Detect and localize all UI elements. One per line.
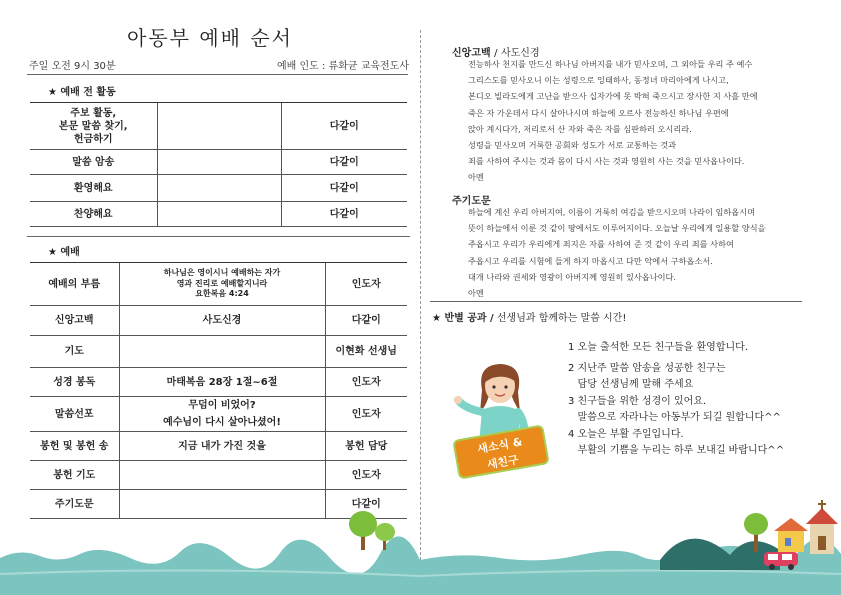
lords-prayer-text [468, 204, 766, 301]
church-scene-illustration [660, 500, 841, 580]
announcement-line: 4 오늘은 부활 주일입니다. [568, 428, 684, 440]
creed-line: 죄를 사하여 주시는 것과 몸이 다시 사는 것과 영원히 사는 것을 믿사옵나이다. [468, 156, 745, 167]
lesson-divider [430, 301, 802, 302]
order-detail [119, 490, 325, 519]
table-row [30, 175, 407, 202]
worship-leader: 예배 인도 : 류화균 교육전도사 [276, 61, 409, 72]
class-lesson-heading [432, 309, 626, 324]
table-row [30, 336, 407, 368]
order-detail: 마태복음 28장 1절~6절 [119, 368, 325, 397]
announcement-line: 2 지난주 말씀 암송을 성공한 친구는 [568, 362, 726, 374]
announcement-line: 말씀으로 자라나는 아동부가 되길 원합니다^^ [568, 412, 781, 423]
activity-name: 환영해요 [30, 175, 157, 202]
activity-name: 주보 활동, 본문 말씀 찾기, 헌금하기 [30, 103, 157, 150]
creed-line: 본디오 빌라도에게 고난을 받으사 십자가에 못 박혀 죽으시고 장사한 지 사흘 만에 [468, 91, 758, 102]
order-name: 주기도문 [30, 490, 119, 519]
table-row [30, 263, 407, 306]
service-time: 주일 오전 9시 30분 [29, 61, 116, 72]
activity-name: 말씀 암송 [30, 150, 157, 175]
activity-name: 찬양해요 [30, 202, 157, 227]
order-detail: 하나님은 영이시니 예배하는 자가 영과 진리로 예배할지니라 요한복음 4:24 [119, 263, 325, 306]
table-row [30, 368, 407, 397]
prayer-line: 주옵시고 우리가 우리에게 죄지은 자를 사하여 준 것 같이 우리 죄를 사하여 [468, 239, 734, 250]
order-detail: 사도신경 [119, 306, 325, 336]
creed-line: 전능하사 천지를 만드신 하나님 아버지를 내가 믿사오며, 그 외아들 우리 주 예수 [468, 59, 753, 69]
order-detail: 무덤이 비었어? 예수님이 다시 살아나셨어! [119, 397, 325, 432]
order-name: 봉헌 및 봉헌 송 [30, 432, 119, 461]
table-row [30, 461, 407, 490]
worship-label: ★ 예배 [48, 247, 80, 258]
order-who: 봉헌 담당 [325, 432, 407, 461]
section-divider [27, 236, 410, 237]
page-fold-divider [420, 30, 421, 560]
order-detail [119, 336, 325, 368]
order-who: 인도자 [325, 263, 407, 306]
table-row [30, 202, 407, 227]
order-who: 다같이 [325, 490, 407, 519]
activity-detail [157, 202, 281, 227]
news-badge: 새소식 & 새친구 [452, 424, 550, 479]
page-title: 아동부 예배 순서 [127, 26, 293, 50]
order-name: 신앙고백 [30, 306, 119, 336]
order-name: 말씀선포 [30, 397, 119, 432]
activity-detail [157, 103, 281, 150]
creed-line: 앉아 계시다가, 저리로서 산 자와 죽은 자를 심판하러 오시리라. [468, 123, 692, 134]
announcement-line: 부활의 기쁨을 누리는 하루 보내길 바랍니다^^ [568, 445, 785, 456]
creed-separator: / [494, 48, 498, 59]
table-row [30, 103, 407, 150]
creed-line: 그리스도를 믿사오니 이는 성령으로 잉태하사, 동정녀 마리아에게 나시고, [468, 75, 729, 86]
activity-who: 다같이 [281, 175, 407, 202]
table-row [30, 306, 407, 336]
table-row [30, 150, 407, 175]
worship-table [30, 262, 407, 519]
class-lesson-subtitle: 선생님과 함께하는 말씀 시간! [496, 313, 627, 324]
announcement-line: 담당 선생님께 말해 주세요 [568, 379, 694, 390]
order-who: 인도자 [325, 397, 407, 432]
order-who: 인도자 [325, 461, 407, 490]
announcement-line: 1 오늘 출석한 모든 친구들을 환영합니다. [568, 342, 748, 353]
order-name: 성경 봉독 [30, 368, 119, 397]
order-name: 기도 [30, 336, 119, 368]
order-who: 다같이 [325, 306, 407, 336]
activity-who: 다같이 [281, 103, 407, 150]
pre-worship-table [30, 102, 407, 227]
order-detail [119, 461, 325, 490]
class-lesson-label: ★ 반별 공과 / [432, 313, 494, 324]
activity-detail [157, 175, 281, 202]
order-detail: 지금 내가 가진 것을 [119, 432, 325, 461]
creed-line: 아멘 [468, 172, 484, 183]
order-name: 예배의 부름 [30, 263, 119, 306]
activity-who: 다같이 [281, 202, 407, 227]
creed-title: 신앙고백 [452, 48, 491, 59]
order-who: 인도자 [325, 368, 407, 397]
activity-who: 다같이 [281, 150, 407, 175]
pre-worship-label: ★ 예배 전 활동 [48, 87, 116, 98]
order-name: 봉헌 기도 [30, 461, 119, 490]
announcement-line: 3 친구들을 위한 성경이 있어요. [568, 395, 707, 407]
creed-text [468, 56, 758, 186]
lords-prayer-title: 주기도문 [452, 196, 491, 207]
prayer-line: 하늘에 계신 우리 아버지여, 이름이 거룩히 여김을 받으시오며 나라이 임하옵시며 [468, 207, 756, 217]
order-who: 이현화 선생님 [325, 336, 407, 368]
prayer-line: 대개 나라와 권세와 영광이 아버지께 영원히 있사옵나이다. [468, 271, 677, 282]
prayer-line: 뜻이 하늘에서 이룬 것 같이 땅에서도 이루어지이다. 오늘날 우리에게 일용할 양식을 [468, 223, 766, 234]
prayer-line: 아멘 [468, 288, 484, 299]
header-divider [27, 74, 408, 75]
tree-icon [345, 508, 405, 553]
activity-detail [157, 150, 281, 175]
table-row [30, 432, 407, 461]
creed-subtitle: 사도신경 [500, 48, 540, 59]
creed-line: 죽은 자 가운데서 다시 살아나시며 하늘에 오르사 전능하신 하나님 우편에 [468, 107, 729, 118]
creed-line: 성령을 믿사오며 거룩한 공회와 성도가 서로 교통하는 것과 [468, 140, 677, 151]
table-row [30, 397, 407, 432]
prayer-line: 주옵시고 우리를 시험에 들게 하지 마옵시고 다만 악에서 구하옵소서. [468, 255, 713, 266]
announcements [568, 340, 784, 460]
